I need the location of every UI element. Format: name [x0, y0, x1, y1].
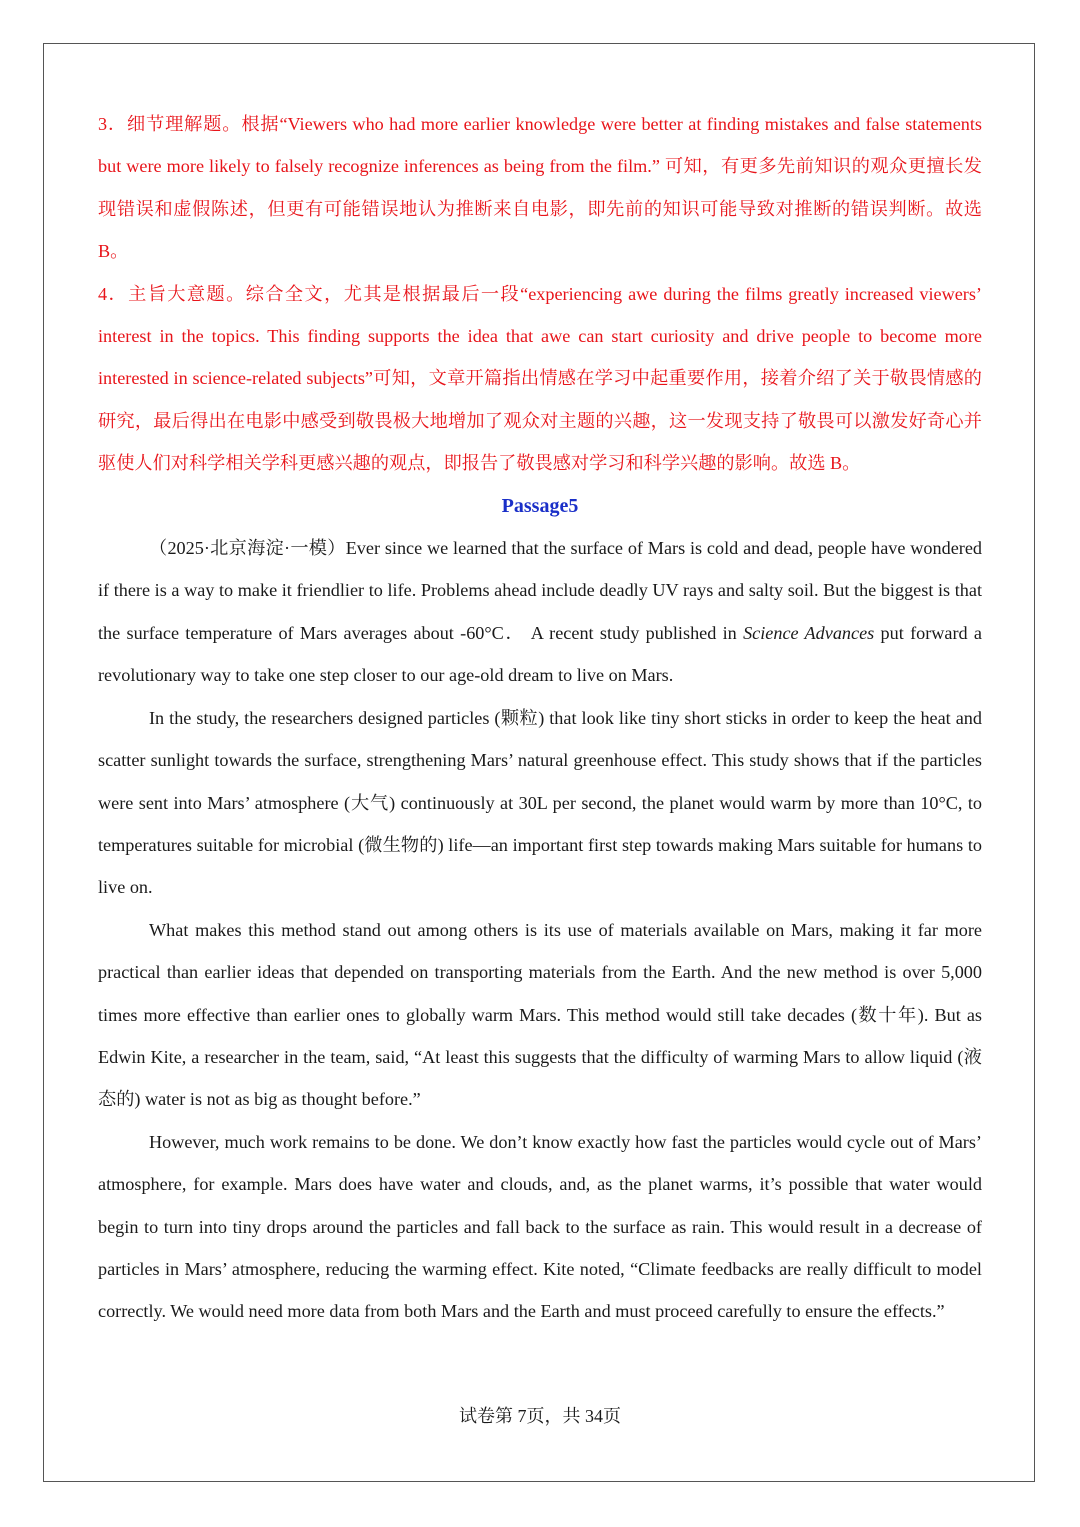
answer-explanation-4: 4．主旨大意题。综合全文，尤其是根据最后一段“experiencing awe during the films greatly increased viewers’ interest in the topics. This finding supports the idea that awe can start curiosity and drive people to become more interested in science-related subjects”可知，文章开篇指出情感在学习中起重要作用，接着介绍了关于敬畏情感的研究，最后得出在电影中感受到敬畏极大地增加了观众对主题的兴趣，这一发现支持了敬畏可以激发好奇心并驱使人们对科学相关学科更感兴趣的观点，即报告了敬畏感对学习和科学兴趣的影响。故选 B。 — [98, 283, 982, 474]
passage-title: Passage5 — [501, 494, 579, 517]
answer-explanation-3: 3．细节理解题。根据“Viewers who had more earlier knowledge were better at finding mistakes and false statements but were more likely to falsely recognize inferences as being from the film.” 可知，有更多先前知识的观众更擅长发现错误和虚假陈述，但更有可能错误地认为推断来自电影，即先前的知识可能导致对推断的错误判断。故选 B。 — [98, 114, 982, 262]
passage-paragraph-3: What makes this method stand out among others is its use of materials available on Mars, making it far more practical than earlier ideas that depended on transporting materials from the Earth. And the new method is over 5,000 times more effective than earlier ones to globally warm Mars. This method would still take decades (数十年). But as Edwin Kite, a researcher in the team, said, “At least this suggests that the difficulty of warming Mars to allow liquid (液态的) water is not as big as thought before.” — [98, 919, 982, 1110]
page-content — [98, 103, 982, 1333]
journal-name: Science Advances — [743, 622, 875, 643]
paragraph-text: （2025·北京海淀·一模）Ever since we learned that the surface of Mars is cold and dead, people have wondered if there is a way to make it friendlier to life. Problems ahead include deadly UV rays and salty soil. But the biggest is that the surface temperature of Mars averages about -60°C． A recent study published in — [98, 538, 982, 643]
paragraph-text: put forward a revolutionary way to take one step closer to our age-old dream to live on Mars. — [98, 622, 983, 686]
passage-paragraph-2: In the study, the researchers designed particles (颗粒) that look like tiny short sticks in order to keep the heat and scatter sunlight towards the surface, strengthening Mars’ natural greenhouse effect. This study shows that if the particles were sent into Mars’ atmosphere (大气) continuously at 30L per second, the planet would warm by more than 10°C, to temperatures suitable for microbial (微生物的) life—an important first step towards making Mars suitable for humans to live on. — [98, 707, 982, 898]
page-footer: 试卷第 7页，共 34页 — [459, 1406, 621, 1426]
passage-paragraph-4: However, much work remains to be done. We don’t know exactly how fast the particles would cycle out of Mars’ atmosphere, for example. Mars does have water and clouds, and, as the planet warms, it’s possible that water would begin to turn into tiny drops around the particles and fall back to the surface as rain. This would result in a decrease of particles in Mars’ atmosphere, reducing the warming effect. Kite noted, “Climate feedbacks are really difficult to model correctly. We would need more data from both Mars and the Earth and must proceed carefully to ensure the effects.” — [98, 1131, 982, 1322]
passage-paragraph-1 — [98, 527, 982, 697]
